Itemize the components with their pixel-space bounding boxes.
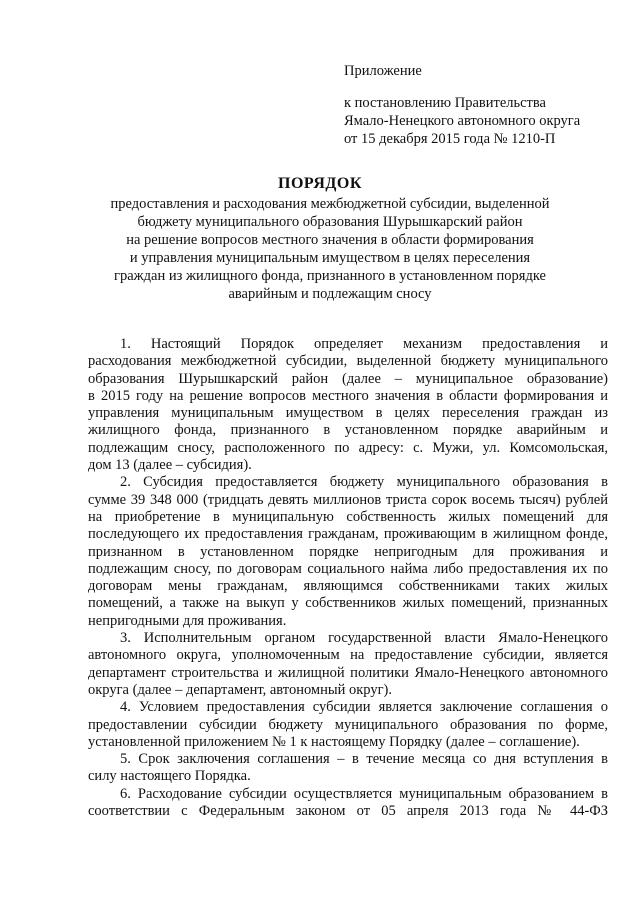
text-line: установленной приложением № 1 к настоящему Порядку (далее – соглашение). xyxy=(88,733,580,750)
document-subtitle xyxy=(100,195,560,303)
appendix-header xyxy=(344,62,580,148)
subtitle-line: предоставления и расходования межбюджетной субсидии, выделенной xyxy=(110,196,550,212)
subtitle-line: граждан из жилищного фонда, признанного в установленном порядке xyxy=(114,268,546,284)
text-line: образования Шурышкарский район (далее – муниципальное образование) xyxy=(88,370,608,387)
paragraph-5 xyxy=(88,751,608,786)
text-line: округа (далее – департамент, автономный округ). xyxy=(88,681,392,698)
paragraph-3 xyxy=(88,630,608,699)
appendix-label: Приложение xyxy=(344,63,422,79)
text-line: 4. Условием предоставления субсидии является заключение соглашения о xyxy=(120,699,608,716)
text-line: автономного округа, уполномоченным на предоставление субсидии, является xyxy=(88,647,608,664)
paragraph-4 xyxy=(88,699,608,751)
text-line: признанном в установленном порядке непригодным для проживания и xyxy=(88,543,608,560)
text-line: в 2015 году на решение вопросов местного значения в области формирования и xyxy=(88,387,608,404)
text-line: расходования межбюджетной субсидии, выделенной бюджету муниципального xyxy=(88,353,608,370)
text-line: последующего их предоставления гражданам, проживающим в жилищном фонде, xyxy=(88,526,608,543)
text-line: департамент строительства и жилищной политики Ямало-Ненецкого автономного xyxy=(88,664,608,681)
subtitle-line: аварийным и подлежащим сносу xyxy=(228,286,432,302)
header-line: Ямало-Ненецкого автономного округа xyxy=(344,113,581,129)
text-line: 2. Субсидия предоставляется бюджету муниципального образования в xyxy=(120,474,608,491)
text-line: договорам мены гражданам, являющимся собственниками таких жилых xyxy=(88,578,608,595)
text-line: жилищного фонда, признанного в установленном порядке аварийным и xyxy=(88,422,608,439)
text-line: подлежащим сносу, расположенного по адресу: с. Мужи, ул. Комсомольская, xyxy=(88,439,608,456)
header-line: от 15 декабря 2015 года № 1210-П xyxy=(344,131,556,147)
text-line: помещений, а также на выкуп у собственников жилых помещений, признанных xyxy=(88,595,608,612)
text-line: 1. Настоящий Порядок определяет механизм предоставления и xyxy=(120,336,608,352)
subtitle-line: на решение вопросов местного значения в области формирования xyxy=(126,232,534,248)
text-line: 3. Исполнительным органом государственной власти Ямало-Ненецкого xyxy=(120,630,608,647)
text-line: дом 13 (далее – субсидия). xyxy=(88,457,252,474)
text-line: на приобретение в муниципальную собственность жилых помещений для xyxy=(88,508,608,525)
text-line: 5. Срок заключения соглашения – в течение месяца со дня вступления в xyxy=(120,751,608,768)
header-line: к постановлению Правительства xyxy=(344,95,546,111)
text-line: непригодными для проживания. xyxy=(88,612,287,629)
text-line: управления муниципальным имуществом в целях переселения граждан из xyxy=(88,405,608,422)
text-line: силу настоящего Порядка. xyxy=(88,768,251,785)
text-line: соответствии с Федеральным законом от 05 апреля 2013 года № 44-ФЗ xyxy=(88,803,608,820)
paragraph-1 xyxy=(88,336,608,474)
paragraph-2 xyxy=(88,474,608,630)
document-body xyxy=(88,336,608,820)
text-line: предоставлении субсидии бюджету муниципального образования по форме, xyxy=(88,716,608,733)
text-line: сумме 39 348 000 (тридцать девять миллионов триста сорок восемь тысяч) рублей xyxy=(88,491,608,508)
text-line: подлежащим сносу, по договорам социального найма либо предоставления их по xyxy=(88,560,608,577)
paragraph-6 xyxy=(88,786,608,821)
document-title: ПОРЯДОК xyxy=(278,175,362,192)
text-line: 6. Расходование субсидии осуществляется муниципальным образованием в xyxy=(120,785,608,802)
subtitle-line: бюджету муниципального образования Шурышкарский район xyxy=(137,214,523,230)
subtitle-line: и управления муниципальным имуществом в целях переселения xyxy=(129,250,531,266)
